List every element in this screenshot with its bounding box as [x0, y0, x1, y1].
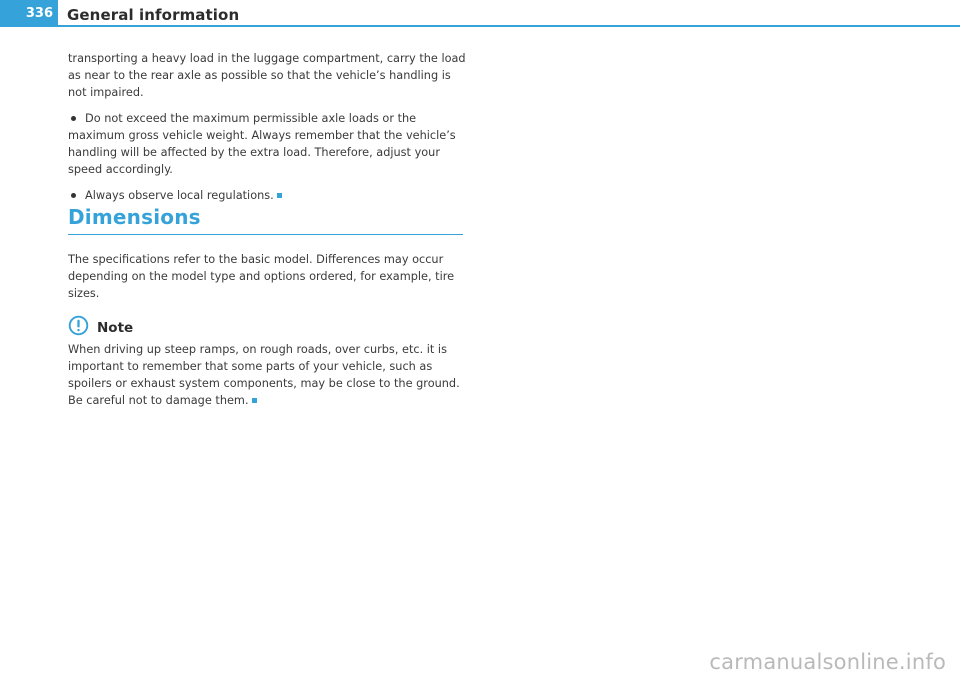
site-watermark: carmanualsonline.info	[709, 650, 946, 674]
warning-circle-icon	[68, 315, 89, 336]
bullet-icon	[71, 116, 76, 121]
dimensions-heading: Dimensions	[68, 205, 201, 229]
bullet-text: Always observe local regulations.	[85, 189, 274, 202]
note-text: When driving up steep ramps, on rough roads, over curbs, etc. it is important to remember that some parts of your vehicle, such as spoilers or exhaust system components, may be close to the ground. Be careful not to damage them.	[68, 343, 460, 407]
dimensions-heading-underline	[68, 234, 463, 235]
bullet-item-regulations	[68, 187, 468, 204]
header-divider	[0, 25, 960, 27]
bullet-item-axle-loads	[68, 110, 468, 178]
note-header	[68, 314, 133, 336]
bullet-text: Do not exceed the maximum permissible axle loads or the maximum gross vehicle weight. Always remember that the vehicle’s handling will be affected by the extra load. Therefore, adjust your speed accordingly.	[68, 112, 456, 176]
section-end-icon	[252, 398, 257, 403]
dimensions-paragraph: The specifications refer to the basic model. Differences may occur depending on the model type and options ordered, for example, tire sizes.	[68, 253, 455, 300]
page-number-badge: 336	[0, 0, 58, 26]
intro-text-block	[68, 50, 468, 204]
section-end-icon	[277, 193, 282, 198]
page-section-title: General information	[67, 6, 240, 24]
note-paragraph	[68, 341, 468, 409]
bullet-icon	[71, 193, 76, 198]
intro-paragraph: transporting a heavy load in the luggage compartment, carry the load as near to the rear axle as possible so that the vehicle’s handling is not impaired.	[68, 52, 466, 99]
note-label: Note	[97, 320, 134, 336]
